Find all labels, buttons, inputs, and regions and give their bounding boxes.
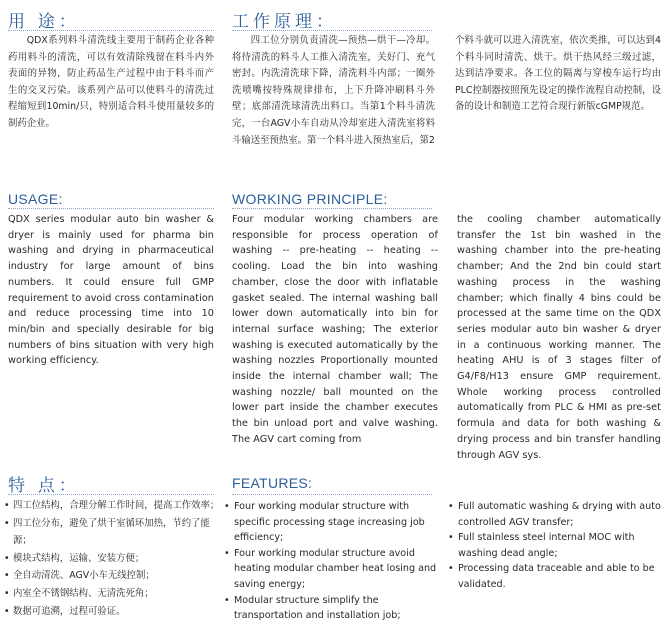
principle-en-text-col2: the cooling chamber automatically transfer the 1st bin washed in the washing chamber into the pre-heating chamber; And the 2nd bin could start washing process in the washing chamber; which finally 4 bins could be processed at the same time on the QDX series modular auto bin washer & dryer in a continuous working manner. The heating AHU is of 3 stages filter of G4/F8/H13 ensure GMP requirement. Whole working process controlled automatically from PLC & HMI as pre-set formula and data for both washing & drying process and bin transfer handling through AGV sys.: [457, 214, 661, 461]
features-cn-divider: [8, 494, 214, 495]
list-item: • Four working modular structure avoid heating modular chamber heat losing and saving energy;: [224, 546, 442, 593]
list-item: • Four working modular structure with specific processing stage increasing job efficiency;: [224, 499, 442, 546]
list-item: • 四工位结构，合理分解工作时间，提高工作效率；: [4, 497, 222, 515]
usage-en-heading: USAGE:: [8, 191, 63, 207]
list-item: • Processing data traceable and able to be validated.: [448, 561, 662, 592]
usage-cn-text: QDX系列料斗清洗线主要用于制药企业各种药用料斗的清洗，可以有效清除残留在料斗内外表面的异物，防止药品生产过程中由于料斗而产生的交叉污染。该系列产品可以使料斗的清洗过程缩短到10min/只，特别适合料斗使用量较多的制药企业。: [8, 35, 214, 129]
list-item: • 数据可追溯，过程可验证。: [4, 603, 222, 621]
features-en-list-col2: [448, 499, 662, 593]
features-en-divider: [232, 494, 432, 495]
usage-en-divider: [8, 208, 214, 209]
list-item: • Full automatic washing & drying with auto controlled AGV transfer;: [448, 499, 662, 530]
list-item: • 全自动清洗、AGV小车无线控制；: [4, 567, 222, 585]
principle-en-text-col1: Four modular working chambers are responsible for process operation of washing -- pre-heating -- heating -- cooling. Load the bin into washing chamber, close the door with inflatable gasket sealed. The internal washing ball lower down automatically into bin for internal surface washing; The exterior washing is executed automatically by the washing nozzles Proportionally mounted inside the internal chamber wall; The washing nozzle/ ball mounted on the lower part inside the chamber executes the bin unload port and valve washing. The AGV cart coming from: [232, 214, 438, 445]
usage-en-text: QDX series modular auto bin washer & dryer is mainly used for pharma bin washing and drying in pharmaceutical industry for large amount of bins numbers. It could ensure full GMP requirement to avoid cross contamination and reduce processing time into 10 min/bin and specially desirable for big numbers of bins situation with very high working efficiency.: [8, 214, 214, 367]
list-item: • Modular structure simplify the transportation and installation job;: [224, 593, 442, 624]
list-item: • Full stainless steel internal MOC with washing dead angle;: [448, 530, 662, 561]
usage-cn-heading: 用 途：: [8, 12, 80, 31]
principle-cn-divider: [232, 30, 432, 31]
features-en-heading: FEATURES:: [232, 475, 313, 491]
principle-cn-text-col2: 个料斗就可以进入清洗室，依次类推，可以达到4个料斗同时清洗、烘干。烘干热风经三级过滤，达到洁净要求。各工位的隔离与穿梭车运行均由PLC控制器按照预先设定的操作流程自动控制，设备的设计和制造工艺符合现行新版cGMP规范。: [455, 35, 661, 113]
principle-en-heading: WORKING PRINCIPLE:: [232, 191, 388, 207]
features-en-list-col1: [224, 499, 442, 624]
list-item: • 四工位分布，避免了烘干室循环加热，节约了能源；: [4, 515, 222, 550]
principle-en-divider: [232, 208, 432, 209]
list-item: • 内室全不锈钢结构、无清洗死角；: [4, 585, 222, 603]
principle-cn-text-col1: 四工位分别负责清洗—预热—烘干—冷却。将待清洗的料斗人工推入清洗室，关好门、充气密封。内洗清洗球下降，清洗料斗内部；一圈外洗喷嘴按特殊规律排布，上下升降冲刷料斗外壁；底部清洗球清洗出料口。当第1个料斗清洗完，一台AGV小车自动从冷却室进入清洗室将料斗输送至预热室。第一个料斗进入预热室后，第2: [232, 35, 435, 146]
features-cn-heading: 特 点：: [8, 476, 80, 495]
usage-cn-divider: [8, 30, 214, 31]
list-item: • 模块式结构，运输、安装方便；: [4, 550, 222, 568]
principle-cn-heading: 工作原理：: [232, 12, 337, 31]
features-cn-list: [4, 497, 222, 620]
